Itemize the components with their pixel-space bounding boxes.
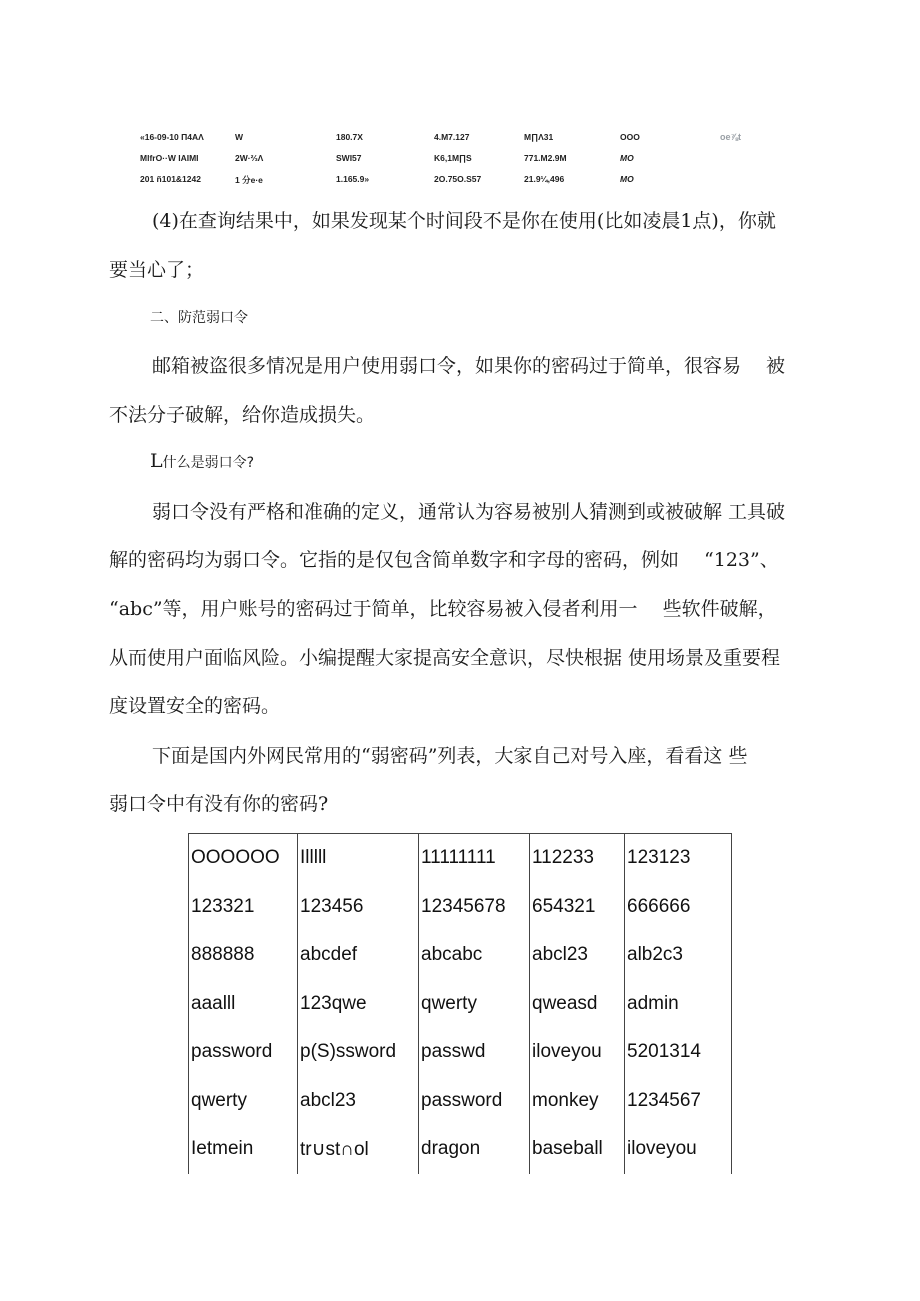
table-cell: 123456 (298, 883, 419, 932)
table-cell: p(S)ssword (298, 1028, 419, 1077)
table-cell: OOOOOO (189, 834, 298, 883)
list-intro-line-2: 弱口令中有没有你的密码? (109, 793, 329, 815)
table-cell: tr∪st∩ol (298, 1125, 419, 1174)
table-cell: abcabc (419, 931, 530, 980)
table-cell: alb2c3 (625, 931, 732, 980)
table-cell: monkey (530, 1077, 625, 1126)
table-cell: 654321 (530, 883, 625, 932)
table-cell: abcl23 (298, 1077, 419, 1126)
paragraph-4-line-2: 要当心了； (109, 259, 205, 281)
section-heading: 二、防范弱口令 (150, 310, 248, 326)
table-row (189, 1028, 732, 1077)
table-cell: iloveyou (530, 1028, 625, 1077)
log-cell: 201 ñ101&1242 (140, 174, 201, 184)
table-cell: qwerty (189, 1077, 298, 1126)
log-cell: K6,1M∏S (434, 153, 472, 163)
log-extra-text: oe⅞t (720, 132, 742, 142)
table-cell: abcl23 (530, 931, 625, 980)
table-cell: 5201314 (625, 1028, 732, 1077)
intro-line-2: 不法分子破解，给你造成损失。 (109, 404, 376, 426)
log-cell: 1.165.9» (336, 174, 370, 184)
table-cell: qwerty (419, 980, 530, 1029)
log-cell: 21.9¼,496 (524, 174, 565, 184)
definition-line-1: 弱口令没有严格和准确的定义，通常认为容易被别人猜测到或被破解 工具破 (152, 501, 786, 523)
subheading-prefix: L (150, 450, 163, 472)
weak-password-table (188, 833, 732, 1174)
table-cell: dragon (419, 1125, 530, 1174)
table-cell: iloveyou (625, 1125, 732, 1174)
log-cell: 180.7X (336, 132, 363, 142)
table-cell: abcdef (298, 931, 419, 980)
table-cell: 112233 (530, 834, 625, 883)
definition-line-2: 解的密码均为弱口令。它指的是仅包含简单数字和字母的密码，例如 “123”、 (109, 549, 779, 571)
paragraph-4-line-1: (4)在查询结果中，如果发现某个时间段不是你在使用(比如凌晨1点)，你就 (152, 210, 776, 232)
table-row (189, 931, 732, 980)
table-cell: password (189, 1028, 298, 1077)
table-cell: password (419, 1077, 530, 1126)
table-row (189, 1077, 732, 1126)
table-cell: 123qwe (298, 980, 419, 1029)
log-cell: 771.M2.9M (524, 153, 567, 163)
table-row (189, 1125, 732, 1174)
log-cell: SWI57 (336, 153, 362, 163)
table-cell: baseball (530, 1125, 625, 1174)
list-intro-line-1: 下面是国内外网民常用的“弱密码”列表，大家自己对号入座，看看这 些 (152, 745, 748, 767)
log-cell: W (235, 132, 244, 142)
log-cell: 2W·⅔Λ (235, 153, 264, 163)
table-cell: 1234567 (625, 1077, 732, 1126)
log-cell: «16-09-10 Π4ΑΛ (140, 132, 204, 142)
log-cell: 4.M7.127 (434, 132, 470, 142)
log-cell: MO (620, 174, 634, 184)
table-cell: 666666 (625, 883, 732, 932)
table-cell: aaalll (189, 980, 298, 1029)
table-row (189, 834, 732, 883)
subheading (150, 450, 254, 472)
table-cell: 123123 (625, 834, 732, 883)
intro-line-1: 邮箱被盗很多情况是用户使用弱口令，如果你的密码过于简单，很容易 被 (152, 355, 786, 377)
table-cell: 11111111 (419, 834, 530, 883)
table-cell: 12345678 (419, 883, 530, 932)
definition-line-5: 度设置安全的密码。 (109, 695, 281, 717)
log-cell: 2O.75O.S57 (434, 174, 482, 184)
table-row (189, 883, 732, 932)
log-cell: 1 分e·e (235, 175, 263, 185)
definition-line-4: 从而使用户面临风险。小编提醒大家提高安全意识，尽快根据 使用场景及重要程 (109, 647, 781, 669)
table-cell: Ietmein (189, 1125, 298, 1174)
subheading-text: 什么是弱口令? (162, 455, 255, 471)
table-row (189, 980, 732, 1029)
table-cell: 888888 (189, 931, 298, 980)
log-cell: OOO (620, 132, 640, 142)
table-cell: 123321 (189, 883, 298, 932)
table-cell: admin (625, 980, 732, 1029)
table-cell: Illlll (298, 834, 419, 883)
log-cell: M∏Λ31 (524, 132, 554, 142)
table-cell: qweasd (530, 980, 625, 1029)
log-cell: MO (620, 153, 634, 163)
table-cell: passwd (419, 1028, 530, 1077)
definition-line-3: “abc”等，用户账号的密码过于简单，比较容易被入侵者利用一 些软件破解， (109, 598, 777, 620)
log-cell: Mlfr​O··W IAIMI (140, 153, 199, 163)
